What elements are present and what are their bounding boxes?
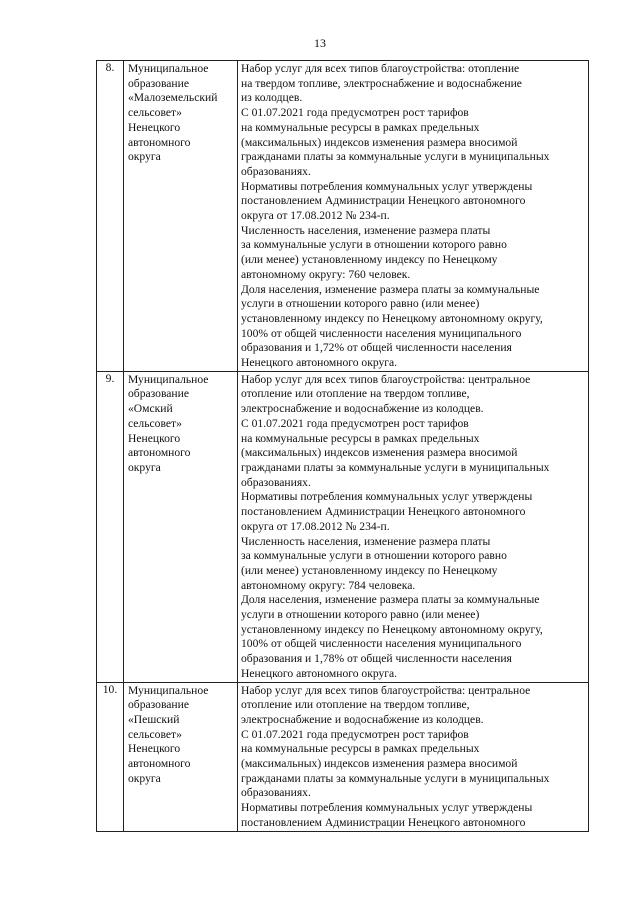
text-line: Нормативы потребления коммунальных услуг утверждены — [241, 490, 533, 504]
text-line: гражданами платы за коммунальные услуги в муниципальных — [241, 460, 550, 474]
tariff-table — [96, 60, 589, 832]
text-line: постановлением Администрации Ненецкого автономного — [241, 505, 526, 519]
table-row — [97, 61, 589, 372]
text-line: отопление или отопление на твердом топливе, — [241, 698, 470, 712]
text-line: (максимальных) индексов изменения размера вносимой — [241, 135, 518, 149]
text-line: на коммунальные ресурсы в рамках предельных — [241, 742, 480, 756]
text-line: (максимальных) индексов изменения размера вносимой — [241, 446, 518, 460]
text-line: Ненецкого автономного округа. — [241, 356, 398, 370]
text-line: на коммунальные ресурсы в рамках предельных — [241, 120, 480, 134]
name-line: сельсовет» — [128, 727, 182, 741]
name-line: «Малоземельский — [128, 91, 218, 105]
text-line: С 01.07.2021 года предусмотрен рост тарифов — [241, 106, 469, 120]
text-line: услуги в отношении которого равно (или менее) — [241, 608, 480, 622]
name-line: Ненецкого — [128, 431, 181, 445]
municipality-name-cell — [124, 682, 238, 831]
name-line: образование — [128, 387, 189, 401]
text-line: отопление или отопление на твердом топливе, — [241, 387, 470, 401]
name-line: округа — [128, 150, 161, 164]
name-line: округа — [128, 460, 161, 474]
name-line: сельсовет» — [128, 416, 182, 430]
text-line: электроснабжение и водоснабжение из колодцев. — [241, 712, 484, 726]
text-line: 100% от общей численности населения муниципального — [241, 637, 522, 651]
text-line: гражданами платы за коммунальные услуги в муниципальных — [241, 150, 550, 164]
text-line: из колодцев. — [241, 91, 303, 105]
text-line: образованиях. — [241, 786, 311, 800]
text-line: на коммунальные ресурсы в рамках предельных — [241, 431, 480, 445]
text-line: за коммунальные услуги в отношении которого равно — [241, 549, 507, 563]
text-line: С 01.07.2021 года предусмотрен рост тарифов — [241, 416, 469, 430]
name-line: Муниципальное — [128, 372, 209, 386]
text-line: установленному индексу по Ненецкому автономному округу, — [241, 622, 543, 636]
municipality-name-cell — [124, 61, 238, 372]
name-line: автономного — [128, 135, 191, 149]
name-line: образование — [128, 76, 189, 90]
text-line: Набор услуг для всех типов благоустройства: отопление — [241, 62, 520, 75]
text-line: (максимальных) индексов изменения размера вносимой — [241, 757, 518, 771]
text-line: за коммунальные услуги в отношении которого равно — [241, 238, 507, 252]
row-number: 8. — [97, 61, 124, 372]
text-line: С 01.07.2021 года предусмотрен рост тарифов — [241, 727, 469, 741]
table-body — [97, 61, 589, 832]
table-row — [97, 682, 589, 831]
text-line: округа от 17.08.2012 № 234-п. — [241, 209, 390, 223]
name-line: Муниципальное — [128, 62, 209, 75]
text-line: образования и 1,72% от общей численности населения — [241, 341, 512, 355]
text-line: электроснабжение и водоснабжение из колодцев. — [241, 402, 484, 416]
name-line: округа — [128, 771, 161, 785]
text-line: Численность населения, изменение размера платы — [241, 534, 491, 548]
name-line: образование — [128, 698, 189, 712]
text-line: постановлением Администрации Ненецкого автономного — [241, 194, 526, 208]
text-line: Доля населения, изменение размера платы за коммунальные — [241, 593, 540, 607]
name-line: автономного — [128, 757, 191, 771]
name-line: сельсовет» — [128, 106, 182, 120]
text-line: Ненецкого автономного округа. — [241, 666, 398, 680]
name-line: «Пешский — [128, 712, 180, 726]
text-line: постановлением Администрации Ненецкого автономного — [241, 815, 526, 829]
text-line: Набор услуг для всех типов благоустройства: центральное — [241, 372, 531, 386]
name-line: Ненецкого — [128, 742, 181, 756]
description-cell — [238, 371, 589, 682]
municipality-name-cell — [124, 371, 238, 682]
text-line: Нормативы потребления коммунальных услуг утверждены — [241, 801, 533, 815]
text-line: 100% от общей численности населения муниципального — [241, 326, 522, 340]
text-line: образованиях. — [241, 164, 311, 178]
text-line: образования и 1,78% от общей численности населения — [241, 652, 512, 666]
description-cell — [238, 682, 589, 831]
text-line: Нормативы потребления коммунальных услуг утверждены — [241, 179, 533, 193]
name-line: автономного — [128, 446, 191, 460]
name-line: Муниципальное — [128, 683, 209, 697]
row-number: 9. — [97, 371, 124, 682]
text-line: гражданами платы за коммунальные услуги в муниципальных — [241, 771, 550, 785]
description-cell — [238, 61, 589, 372]
table-row — [97, 371, 589, 682]
text-line: на твердом топливе, электроснабжение и водоснабжение — [241, 76, 522, 90]
text-line: услуги в отношении которого равно (или менее) — [241, 297, 480, 311]
row-number: 10. — [97, 682, 124, 831]
name-line: «Омский — [128, 402, 173, 416]
text-line: (или менее) установленному индексу по Ненецкому — [241, 253, 498, 267]
text-line: округа от 17.08.2012 № 234-п. — [241, 519, 390, 533]
text-line: Набор услуг для всех типов благоустройства: центральное — [241, 683, 531, 697]
text-line: Доля населения, изменение размера платы за коммунальные — [241, 282, 540, 296]
text-line: установленному индексу по Ненецкому автономному округу, — [241, 311, 543, 325]
text-line: автономному округу: 760 человек. — [241, 267, 411, 281]
page-number: 13 — [314, 36, 326, 50]
text-line: Численность населения, изменение размера платы — [241, 223, 491, 237]
text-line: (или менее) установленному индексу по Ненецкому — [241, 563, 498, 577]
name-line: Ненецкого — [128, 120, 181, 134]
text-line: образованиях. — [241, 475, 311, 489]
text-line: автономному округу: 784 человека. — [241, 578, 416, 592]
